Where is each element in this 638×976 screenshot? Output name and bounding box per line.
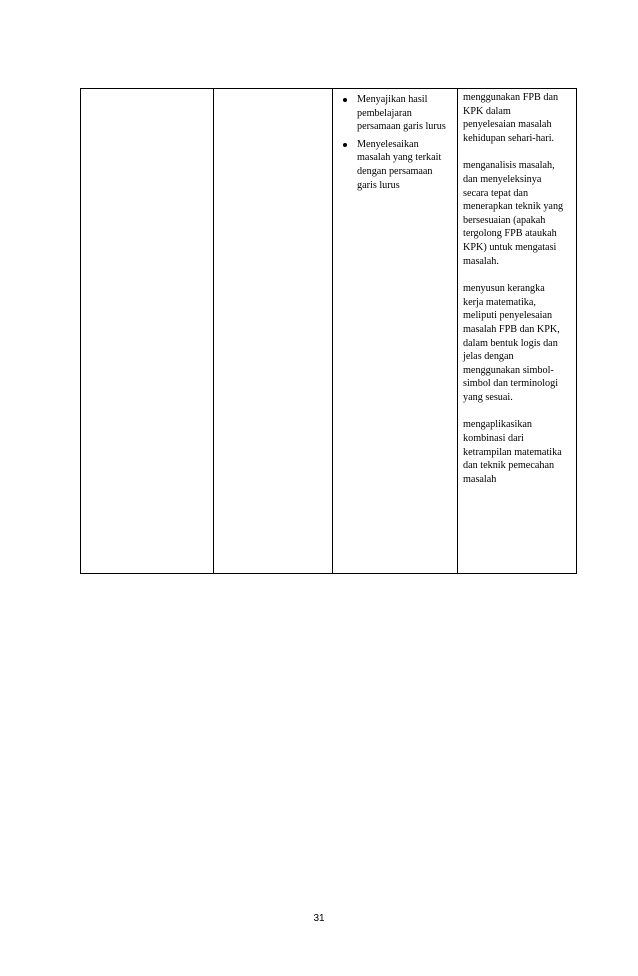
table-cell-column-1 [81, 89, 214, 574]
paragraph: menyusun kerangka kerja matematika, meliputi penyelesaian masalah FPB dan KPK, dalam bentuk logis dan jelas dengan menggunakan simbol-simbol dan terminologi yang sesuai. [463, 283, 560, 403]
bullet-icon [343, 98, 347, 102]
bullet-icon [343, 143, 347, 147]
table-row [81, 89, 577, 574]
bullet-text: Menyajikan hasil pembelajaran persamaan garis lurus [357, 94, 446, 133]
content-table [80, 88, 577, 574]
paragraph: mengaplikasikan kombinasi dari ketrampilan matematika dan teknik pemecahan masalah [463, 419, 562, 485]
table-cell-column-3 [333, 89, 458, 574]
bullet-list [333, 89, 457, 192]
bullet-item [343, 138, 449, 192]
content-table-wrapper [80, 88, 563, 574]
page-number: 31 [313, 913, 325, 924]
table-cell-column-2 [214, 89, 333, 574]
bullet-text: Menyelesaikan masalah yang terkait dengan persamaan garis lurus [357, 138, 442, 191]
bullet-item [343, 93, 449, 134]
paragraph: menggunakan FPB dan KPK dalam penyelesaian masalah kehidupan sehari-hari. [463, 92, 559, 144]
table-cell-column-4 [458, 89, 577, 574]
paragraph: menganalisis masalah, dan menyeleksinya secara tepat dan menerapkan teknik yang bersesuaian (apakah tergolong FPB ataukah KPK) untuk mengatasi masalah. [463, 160, 564, 267]
